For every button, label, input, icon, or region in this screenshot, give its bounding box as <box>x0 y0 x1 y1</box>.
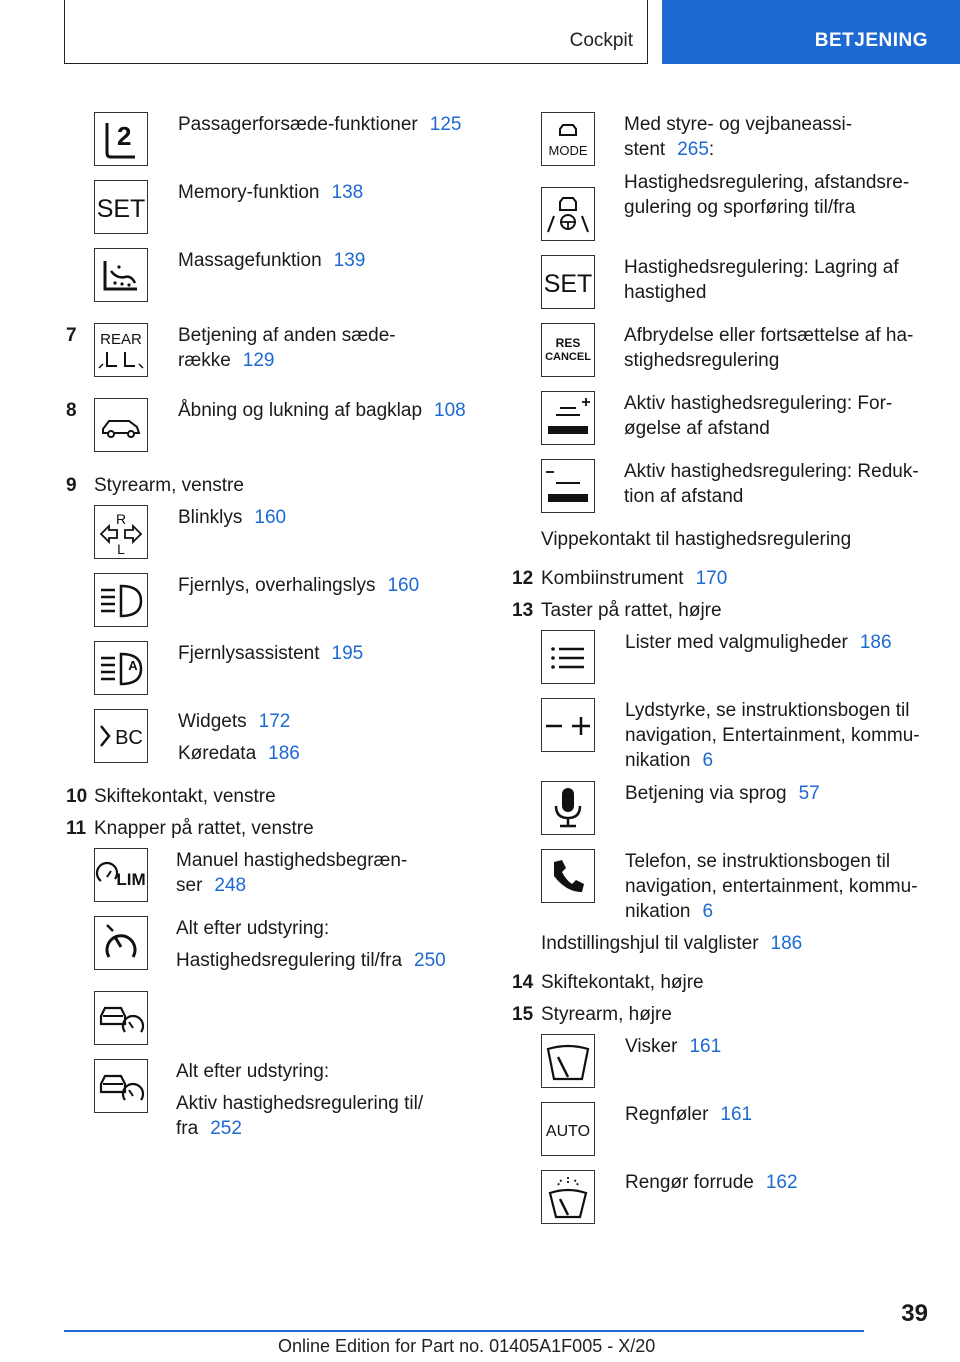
svg-text:R: R <box>115 511 127 527</box>
page-link[interactable]: 248 <box>214 875 247 896</box>
svg-text:A: A <box>128 658 138 673</box>
page-link[interactable]: 252 <box>210 1118 242 1139</box>
set-icon <box>541 255 595 309</box>
speed-limiter-icon <box>94 848 148 902</box>
page-link[interactable]: 265 <box>677 139 709 160</box>
phone-entry: Telefon, se instruktionsbogen til navigation, entertainment, kommu- nikation 6 <box>625 851 918 922</box>
seat-2-icon <box>94 112 148 166</box>
header-section: Cockpit <box>569 30 633 51</box>
rear-seat-icon <box>94 323 148 377</box>
item-number: 14 <box>512 972 534 993</box>
svg-text:SET: SET <box>96 195 146 223</box>
page-link[interactable]: 108 <box>434 400 466 421</box>
page-link[interactable]: 129 <box>242 350 275 371</box>
res-cancel-icon <box>541 323 595 377</box>
tailgate-icon <box>94 398 148 452</box>
set-entry: Hastighedsregulering: Lagring af hastighed <box>624 257 899 303</box>
item-title: Knapper på rattet, venstre <box>94 818 314 839</box>
svg-text:AUTO: AUTO <box>545 1123 591 1140</box>
wheel-entry: Indstillingshjul til valglister 186 <box>541 933 803 954</box>
item-title: Taster på rattet, højre <box>541 600 722 621</box>
acc-entry-line1: Alt efter udstyring: <box>176 1061 330 1082</box>
cruise-entry-line1: Alt efter udstyring: <box>176 918 330 939</box>
rengor-entry: Rengør forrude 162 <box>625 1172 798 1193</box>
item-number: 9 <box>66 475 77 496</box>
page-link[interactable]: 195 <box>331 643 364 664</box>
chapter-tab[interactable] <box>662 0 960 64</box>
rear-seat-entry: Betjening af anden sæde- række 129 <box>178 325 396 371</box>
massage-icon <box>94 248 148 302</box>
acc-car-gauge-icon <box>94 1059 148 1113</box>
item-number: 11 <box>66 818 87 839</box>
page-link[interactable]: 186 <box>268 743 300 764</box>
koredata-entry: Køredata 186 <box>178 743 300 764</box>
svg-text:CANCEL: CANCEL <box>545 351 591 363</box>
chapter-title: BETJENING <box>814 30 928 51</box>
svg-text:RES: RES <box>555 336 581 350</box>
mode-icon <box>541 112 595 166</box>
high-beam-assistant-icon <box>94 641 148 695</box>
memory-entry: Memory-funktion 138 <box>178 182 364 203</box>
phone-icon <box>541 849 595 903</box>
page-link[interactable]: 160 <box>387 575 420 596</box>
svg-text:L: L <box>117 541 125 557</box>
mode-entry: Med styre- og vejbaneassi- stent 265: <box>624 114 853 160</box>
page-link[interactable]: 6 <box>702 901 714 922</box>
assist-entry: Hastighedsregulering, afstandsre- gulering og sporføring til/fra <box>624 172 910 218</box>
page-link[interactable]: 170 <box>695 568 728 589</box>
volume-icon <box>541 698 595 752</box>
distance-decrease-icon <box>541 459 595 513</box>
washer-icon <box>541 1170 595 1224</box>
page-link[interactable]: 161 <box>689 1036 722 1057</box>
list-icon <box>541 630 595 684</box>
page-link[interactable]: 139 <box>333 250 366 271</box>
page-link[interactable]: 250 <box>414 950 446 971</box>
svg-text:BC: BC <box>115 727 143 749</box>
rocker-switch-entry: Vippekontakt til hastighedsregulering <box>541 529 852 550</box>
page-link[interactable]: 172 <box>258 711 291 732</box>
volume-entry: Lydstyrke, se instruktionsbogen til navigation, Entertainment, kommu- nikation 6 <box>625 700 920 771</box>
widgets-entry: Widgets 172 <box>178 711 291 732</box>
voice-entry: Betjening via sprog 57 <box>625 783 820 804</box>
seat-functions-entry: Passagerforsæde-funktioner 125 <box>178 114 462 135</box>
footer-divider <box>64 1330 864 1332</box>
acc-entry-line3: fra 252 <box>176 1118 242 1139</box>
cruise-control-icon <box>94 916 148 970</box>
item-number: 7 <box>66 325 77 346</box>
item-title: Skiftekontakt, højre <box>541 972 704 993</box>
page-link[interactable]: 6 <box>702 750 714 771</box>
page-link[interactable]: 138 <box>331 182 364 203</box>
svg-text:2: 2 <box>117 121 132 151</box>
distance-decrease-entry: Aktiv hastighedsregulering: Reduk- tion af afstand <box>624 461 919 507</box>
fjernlysassistent-entry: Fjernlysassistent 195 <box>178 643 364 664</box>
high-beam-icon <box>94 573 148 627</box>
svg-text:MODE: MODE <box>548 143 588 158</box>
fjernlys-entry: Fjernlys, overhalingslys 160 <box>178 575 420 596</box>
item-title: Skiftekontakt, venstre <box>94 786 276 807</box>
page-link[interactable]: 186 <box>770 933 803 954</box>
tailgate-entry: Åbning og lukning af bagklap 108 <box>178 400 466 421</box>
page-link[interactable]: 161 <box>720 1104 753 1125</box>
item-number: 10 <box>66 786 88 807</box>
page-link[interactable]: 186 <box>859 632 892 653</box>
item-number: 13 <box>512 600 534 621</box>
turn-signal-icon <box>94 505 148 559</box>
footer-edition: Online Edition for Part no. 01405A1F005 - X/20 <box>278 1336 656 1356</box>
speed-limiter-entry: Manuel hastighedsbegræn- ser 248 <box>176 850 408 896</box>
steering-assist-icon <box>541 187 595 241</box>
lists-entry: Lister med valgmuligheder 186 <box>625 632 892 653</box>
microphone-icon <box>541 781 595 835</box>
acc-entry-line2: Aktiv hastighedsregulering til/ <box>176 1093 424 1114</box>
svg-text:SET: SET <box>543 270 593 298</box>
page-link[interactable]: 162 <box>765 1172 798 1193</box>
massage-entry: Massagefunktion 139 <box>178 250 366 271</box>
acc-car-gauge-icon <box>94 991 148 1045</box>
svg-text:REAR: REAR <box>100 331 142 348</box>
res-entry: Afbrydelse eller fortsættelse af ha- stighedsregulering <box>624 325 914 371</box>
bc-icon <box>94 709 148 763</box>
item-title: Styrearm, højre <box>541 1004 672 1025</box>
page-number: 39 <box>901 1300 928 1327</box>
visker-entry: Visker 161 <box>625 1036 722 1057</box>
page-link[interactable]: 125 <box>429 114 462 135</box>
cruise-entry-line2: Hastighedsregulering til/fra 250 <box>176 950 446 971</box>
page-link[interactable]: 160 <box>254 507 287 528</box>
wiper-icon <box>541 1034 595 1088</box>
set-icon <box>94 180 148 234</box>
blinklys-entry: Blinklys 160 <box>178 507 287 528</box>
distance-increase-icon <box>541 391 595 445</box>
regnfoler-entry: Regnføler 161 <box>625 1104 753 1125</box>
auto-icon <box>541 1102 595 1156</box>
kombiinstrument-entry: Kombiinstrument 170 <box>541 568 728 589</box>
item-number: 15 <box>512 1004 534 1025</box>
page-link[interactable]: 57 <box>798 783 820 804</box>
item-title: Styrearm, venstre <box>94 475 244 496</box>
item-number: 12 <box>512 568 534 589</box>
distance-increase-entry: Aktiv hastighedsregulering: For- øgelse af afstand <box>624 393 893 439</box>
svg-text:LIM: LIM <box>116 870 146 889</box>
item-number: 8 <box>66 400 77 421</box>
header-box <box>64 0 648 64</box>
